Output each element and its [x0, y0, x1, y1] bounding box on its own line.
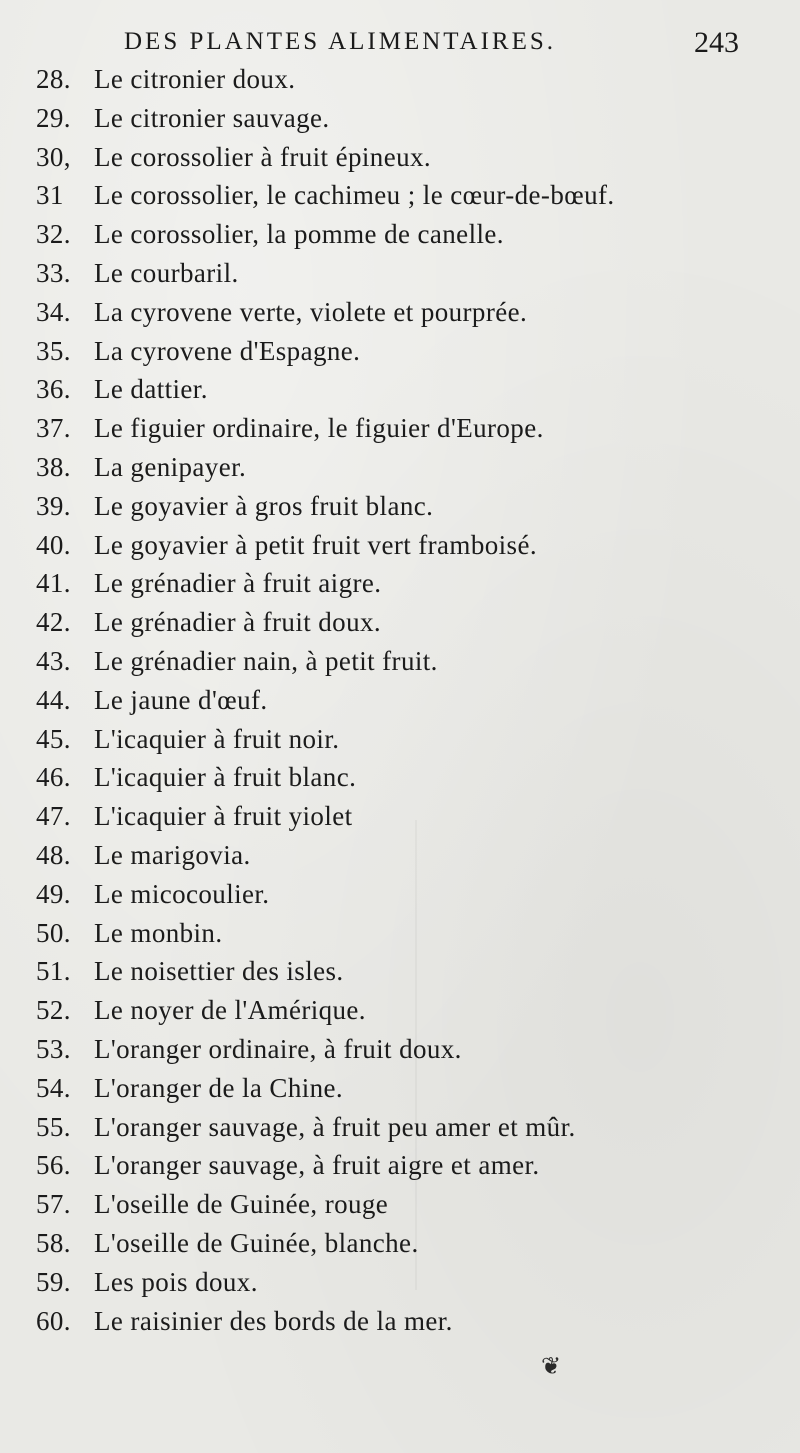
entry-number: 57.: [36, 1189, 71, 1220]
entry-number: 51.: [36, 956, 71, 987]
entry-number: 38.: [36, 451, 71, 482]
list-item: [36, 797, 786, 836]
entry-text: Le monbin.: [94, 917, 223, 948]
entry-number: 48.: [36, 839, 71, 870]
list-item: [36, 138, 786, 177]
plant-list: [36, 60, 786, 1340]
entry-number: 31: [36, 180, 64, 211]
entry-text: Le grénadier nain, à petit fruit.: [94, 645, 438, 676]
entry-text: Le marigovia.: [94, 839, 251, 870]
list-item: [36, 1108, 786, 1147]
list-item: [36, 720, 786, 759]
entry-number: 35.: [36, 335, 71, 366]
entry-number: 42.: [36, 607, 71, 638]
list-item: [36, 914, 786, 953]
list-item: [36, 1224, 786, 1263]
list-item: [36, 293, 786, 332]
list-item: [36, 215, 786, 254]
list-item: [36, 1263, 786, 1302]
entry-text: L'icaquier à fruit blanc.: [94, 762, 357, 793]
entry-number: 60.: [36, 1305, 71, 1336]
entry-text: L'icaquier à fruit yiolet: [94, 801, 353, 832]
entry-number: 52.: [36, 995, 71, 1026]
list-item: [36, 836, 786, 875]
entry-number: 33.: [36, 257, 71, 288]
entry-text: Le corossolier, le cachimeu ; le cœur-de-bœuf.: [94, 180, 615, 211]
entry-text: Le corossolier, la pomme de canelle.: [94, 219, 504, 250]
list-item: [36, 1185, 786, 1224]
list-item: [36, 176, 786, 215]
entry-text: Le raisinier des bords de la mer.: [94, 1305, 453, 1336]
list-item: [36, 448, 786, 487]
entry-number: 44.: [36, 684, 71, 715]
entry-number: 41.: [36, 568, 71, 599]
list-item: [36, 99, 786, 138]
entry-number: 36.: [36, 374, 71, 405]
entry-text: L'oseille de Guinée, blanche.: [94, 1227, 419, 1258]
list-item: [36, 758, 786, 797]
entry-text: L'oseille de Guinée, rouge: [94, 1189, 389, 1220]
entry-number: 43.: [36, 645, 71, 676]
list-item: [36, 1146, 786, 1185]
entry-text: L'icaquier à fruit noir.: [94, 723, 340, 754]
running-title: DES PLANTES ALIMENTAIRES.: [124, 28, 557, 55]
entry-text: La genipayer.: [94, 451, 247, 482]
entry-text: Le noisettier des isles.: [94, 956, 344, 987]
entry-number: 30,: [36, 141, 71, 172]
entry-number: 45.: [36, 723, 71, 754]
entry-text: Le micocoulier.: [94, 878, 270, 909]
entry-number: 39.: [36, 490, 71, 521]
entry-number: 37.: [36, 413, 71, 444]
entry-text: Le citronier doux.: [94, 64, 296, 94]
entry-text: Le noyer de l'Amérique.: [94, 995, 366, 1026]
list-item: [36, 332, 786, 371]
entry-text: La cyrovene verte, violete et pourprée.: [94, 296, 528, 327]
list-item: [36, 487, 786, 526]
entry-number: 34.: [36, 296, 71, 327]
entry-text: L'oranger sauvage, à fruit peu amer et mûr.: [94, 1111, 576, 1142]
entry-text: Le citronier sauvage.: [94, 102, 330, 133]
entry-text: L'oranger sauvage, à fruit aigre et amer.: [94, 1150, 540, 1181]
list-item: [36, 370, 786, 409]
entry-text: Le jaune d'œuf.: [94, 684, 268, 715]
list-item: [36, 1069, 786, 1108]
entry-text: Le goyavier à gros fruit blanc.: [94, 490, 434, 521]
entry-number: 40.: [36, 529, 71, 560]
list-item: [36, 642, 786, 681]
entry-number: 53.: [36, 1033, 71, 1064]
list-item: [36, 254, 786, 293]
entry-text: La cyrovene d'Espagne.: [94, 335, 361, 366]
entry-number: 47.: [36, 801, 71, 832]
entry-text: Le dattier.: [94, 374, 208, 405]
list-item: [36, 409, 786, 448]
entry-number: 49.: [36, 878, 71, 909]
list-item: [36, 875, 786, 914]
entry-number: 54.: [36, 1072, 71, 1103]
entry-number: 29.: [36, 102, 71, 133]
entry-text: Le grénadier à fruit aigre.: [94, 568, 382, 599]
entry-text: Le goyavier à petit fruit vert framboisé.: [94, 529, 537, 560]
entry-text: Le corossolier à fruit épineux.: [94, 141, 432, 172]
entry-number: 59.: [36, 1266, 71, 1297]
list-item: [36, 526, 786, 565]
entry-number: 28.: [36, 64, 71, 94]
entry-text: Les pois doux.: [94, 1266, 258, 1297]
entry-number: 46.: [36, 762, 71, 793]
list-item: [36, 603, 786, 642]
ornament-icon: ❦: [541, 1354, 562, 1380]
entry-text: Le figuier ordinaire, le figuier d'Europe.: [94, 413, 544, 444]
page-number: 243: [694, 26, 739, 59]
list-item: [36, 952, 786, 991]
list-item: [36, 1302, 786, 1341]
entry-number: 56.: [36, 1150, 71, 1181]
list-item: [36, 1030, 786, 1069]
list-item: [36, 681, 786, 720]
entry-text: L'oranger de la Chine.: [94, 1072, 344, 1103]
list-item: [36, 991, 786, 1030]
list-item: [36, 564, 786, 603]
entry-text: Le grénadier à fruit doux.: [94, 607, 382, 638]
list-item: [36, 60, 786, 99]
entry-number: 58.: [36, 1227, 71, 1258]
entry-text: Le courbaril.: [94, 257, 239, 288]
entry-number: 32.: [36, 219, 71, 250]
entry-number: 55.: [36, 1111, 71, 1142]
entry-text: L'oranger ordinaire, à fruit doux.: [94, 1033, 462, 1064]
entry-number: 50.: [36, 917, 71, 948]
